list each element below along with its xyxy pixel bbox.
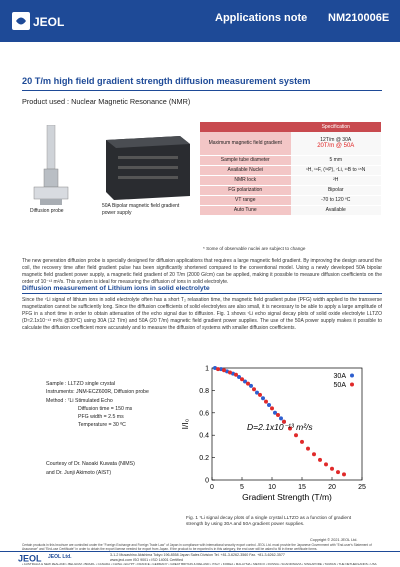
data-point-50A [252,387,256,391]
data-point-30A [267,403,271,407]
data-point-50A [300,440,304,444]
legend-marker [350,383,354,387]
y-tick-label: 0.2 [199,455,209,463]
table-row [200,155,381,165]
x-tick-label: 0 [210,484,214,491]
x-tick-label: 20 [328,484,336,491]
data-point-50A [240,377,244,381]
table-row [200,185,381,195]
legend-label: 30A [333,373,346,380]
y-tick-label: 1 [205,365,209,373]
footer-address [110,553,285,562]
sample-line: Sample : LLTZO single crystal [46,381,116,387]
data-point-50A [330,467,334,471]
sample-line: Method : ⁷Li Stimulated Echo [46,397,113,404]
data-point-50A [276,413,280,417]
page-title: 20 T/m high field gradient strength diffusion measurement system [22,76,311,86]
footer-company: JEOL Ltd. [48,554,72,560]
spec-value: 12T/m @ 30A [320,137,352,144]
export-notice: Certain products in this brochure are controlled under the "Foreign Exchange and Foreign Trade Law" of Japan in compliance with international security export control. JEOL Ltd. must provide the Japanese Government with "End-user's Statement of Assurance" and "End-use Certificate" in order to obtain the export license needed for export from Japan. If the product to be exported is in this category, the end user will be asked to fill in these certificate forms. [22,543,372,552]
spec-key: FG polarization [200,185,291,195]
spec-value: ¹H, ¹⁹F, (³¹P), ⁷Li, ¹¹B to ¹⁵N [291,165,382,175]
sample-line: Diffusion time = 150 ms [78,405,133,412]
copyright: Copyright © 2021 JEOL Ltd. [310,538,358,542]
data-point-50A [216,367,220,371]
spec-value: ²H [291,175,382,185]
data-point-50A [342,472,346,476]
legend-marker [350,374,354,378]
spec-value: 5 mm [291,155,382,165]
section-heading: Diffusion measurement of Lithium ions in solid electrolyte [22,285,210,292]
address-line: 3-1-2 Musashino Akishima Tokyo 196-8558 Japan Sales Division Tel. +81-3-6262-3560 Fax. +81-3-6262-3577 [110,553,285,557]
spec-key: Sample tube diameter [200,155,291,165]
jeol-logo [12,10,72,32]
y-tick-label: 0.6 [199,410,209,418]
courtesy-line: Courtesy of Dr. Naoaki Kuwata (NIMS) [46,461,135,467]
logo-text: JEOL [33,15,65,29]
intro-paragraph: The new generation diffusion probe is specially designed for diffusion applications that requires a large magnetic field gradient. By improving the design around the coil, the recovery time after field gradient pulse has been significantly shortened compared to the conventional model. Using a newly developed 50A bipolar magnetic field gradient power supply, a magnetic field gradient of 20 T/m (2000 G/cm) can be applied, making it possible to measure diffusion coefficients on the order of 10⁻¹³ m²/s. This system is ideal for measuring the diffusion of ions in solid electrolyte. [22,258,382,285]
courtesy-line: and Dr. Junji Akimoto (AIST) [46,469,112,476]
spec-table [200,122,381,216]
spec-value: -70 to 120 ºC [291,195,382,205]
data-point-50A [228,370,232,374]
table-row [200,205,381,215]
sample-info [46,380,149,430]
sample-line: Instruments: JNM-ECZ600R, Diffusion probe [46,389,149,396]
data-point-50A [222,368,226,372]
data-point-50A [306,447,310,451]
chart-annotation: D=2.1x10⁻¹³ m²/s [247,422,313,432]
diffusion-probe-image [28,125,76,207]
y-tick-label: 0.8 [199,387,209,395]
power-supply-label: 50A Bipolar magnetic field gradient power supply [102,203,180,216]
table-row [200,195,381,205]
x-tick-label: 15 [298,484,306,491]
spec-key: Maximum magnetic field gradient [200,132,291,155]
data-point-50A [318,458,322,462]
footer-logo-text: JEOL [18,553,42,563]
figure-caption: Fig. 1 ⁷Li signal decay plots of a single crystal LLTZO as a function of gradient strength by using 30A and 50A gradient power supplies. [186,516,352,528]
decay-chart [178,360,378,515]
note-number: NM210006E [328,12,390,24]
data-point-30A [261,396,265,400]
probe-label: Diffusion probe [30,208,64,214]
data-point-50A [270,406,274,410]
footer-divider [0,551,400,552]
data-point-50A [312,452,316,456]
table-row [200,132,381,155]
title-divider [22,90,382,91]
sample-line: Temperature = 30 ºC [78,422,126,429]
footer-countries: • AUSTRALIA & NEW ZEALAND • BELGIUM • BRAZIL • CANADA • CHINA • EGYPT • FRANCE • GERMANY • GREAT BRITAIN & IRELAND • ITALY • KOREA • MALAYSIA • MEXICO • RUSSIA • SCANDINAVIA • SINGAPORE • TAIWAN • THE NETHERLANDS • USA [22,562,377,566]
spec-key: NMR lock [200,175,291,185]
courtesy [46,460,135,477]
data-point-50A [336,470,340,474]
y-tick-label: 0 [205,477,209,485]
power-supply-image [100,130,192,202]
spec-header: Specification [291,122,382,132]
web-line: www.jeol.com ISO 9001 • ISO 14001 Certified [110,557,183,562]
data-point-50A [246,382,250,386]
table-row [200,175,381,185]
x-tick-label: 5 [240,484,244,491]
data-point-50A [264,400,268,404]
sample-line: PFG width = 2.5 ms [78,414,124,421]
product-used: Product used : Nuclear Magnetic Resonance (NMR) [22,97,191,106]
spec-value: Bipolar [291,185,382,195]
y-tick-label: 0.4 [199,432,209,440]
body-paragraph: Since the ⁷Li signal of lithium ions in solid electrolyte often has a short T₂ relaxation time, the magnetic field gradient pulse (PFG) width applied to the transverse magnetization cannot be sufficiently long. Since the diffusion coefficients of solid electrolytes are also small, it is necessary to be able to apply a large amplitude of PFG in a short time in order to obtain attenuation of the echo signal due to diffusion. Fig. 1 shows ⁷Li echo signal decay plots of solid oxide electrolyte LLTZO (D≈2.1x10⁻¹³ m²/s @30ºC) using 30A (12 T/m) and 50A (20 T/m) magnetic field gradient power supplies. The use of the 50A power supply makes it possible to calculate the diffusion coefficient more accurately and to measure the diffusion of systems with smaller diffusion coefficients. [22,297,382,331]
x-axis-label: Gradient Strength (T/m) [242,492,332,502]
data-point-50A [258,393,262,397]
data-point-50A [324,462,328,466]
spec-value: Available [291,205,382,215]
x-tick-label: 25 [358,484,366,491]
app-note-label: Applications note [215,12,308,24]
spec-key: Available Nuclei [200,165,291,175]
table-row [200,165,381,175]
x-tick-label: 10 [268,484,276,491]
spec-key: VT range [200,195,291,205]
data-point-50A [294,433,298,437]
legend-label: 50A [333,382,346,389]
spec-value-highlight: 20T/m @ 50A [317,143,355,150]
spec-note: * Some of observable nuclei are subject to change [203,246,306,251]
data-point-50A [234,373,238,377]
section-divider [22,293,382,294]
y-axis-label: I/I₀ [180,418,190,430]
spec-key: Auto Tune [200,205,291,215]
data-point-30A [279,416,283,420]
